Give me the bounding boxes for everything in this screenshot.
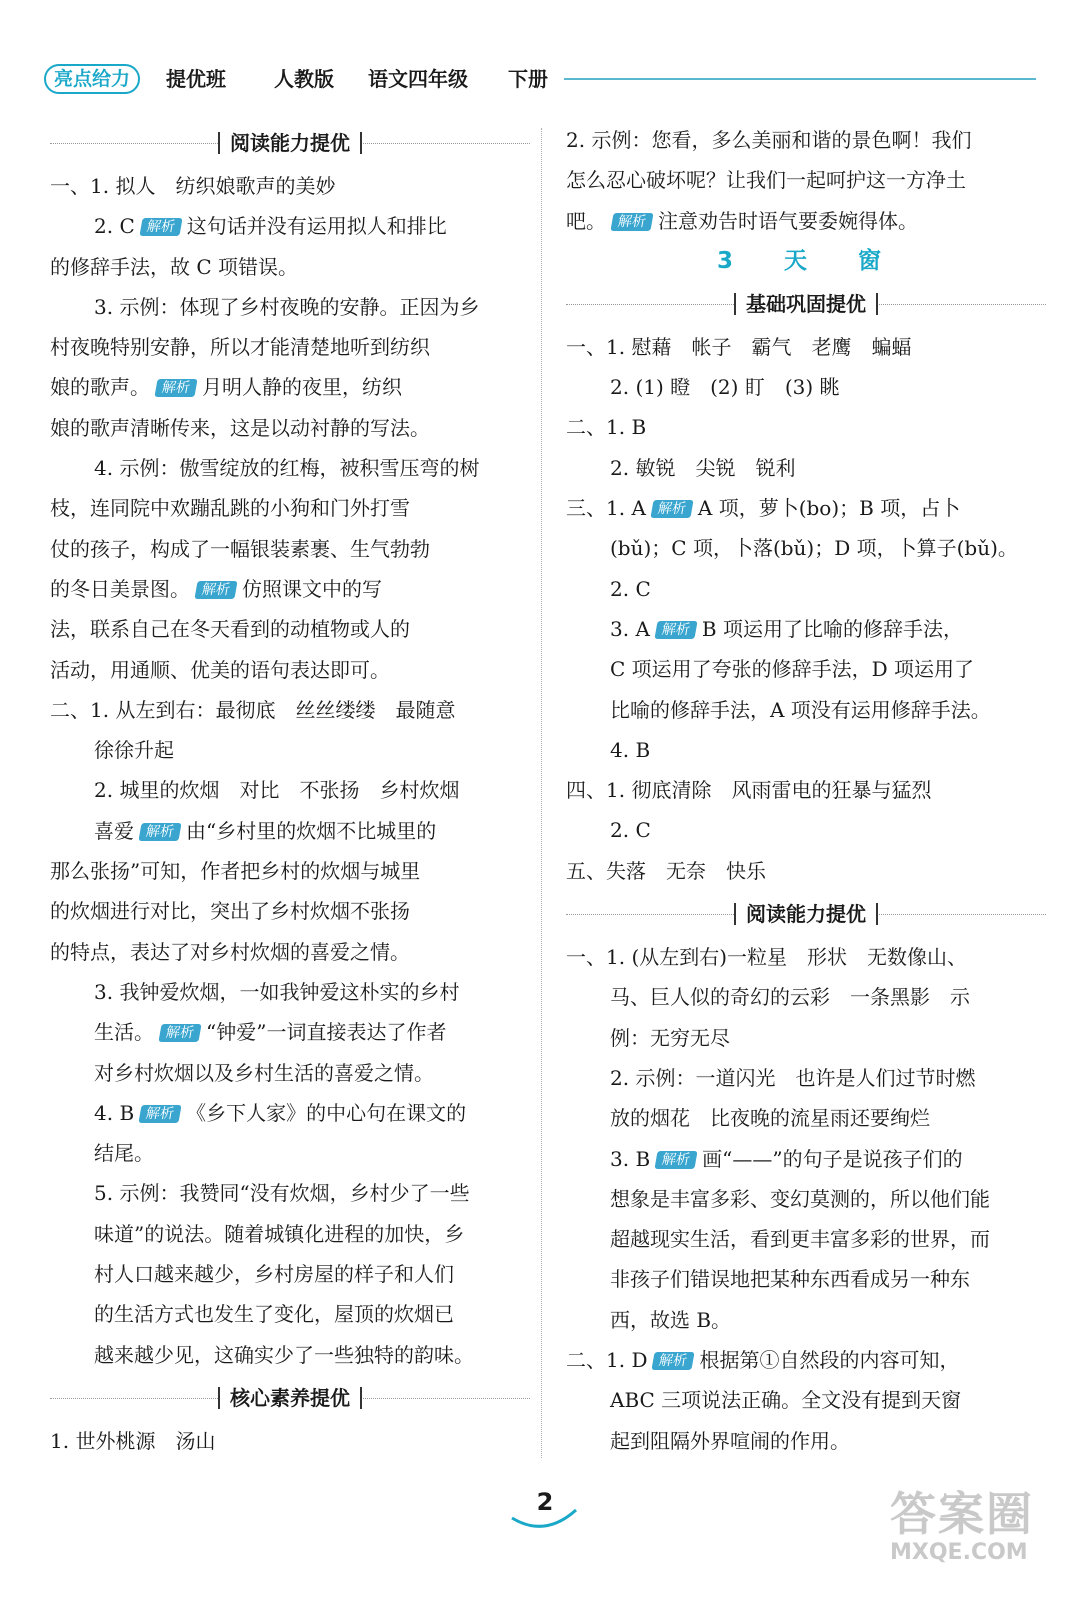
answer-line: 法，联系自己在冬天看到的动植物或人的	[50, 617, 410, 642]
answer-line: 娘的歌声清晰传来，这是以动衬静的写法。	[50, 415, 430, 440]
answer-line: 三、1. A 解析 A 项，萝卜(bo)；B 项，占卜	[566, 496, 961, 521]
page-number: 2	[510, 1488, 580, 1532]
section-title: 基础巩固提优	[566, 281, 1046, 327]
section-title: 阅读能力提优	[566, 891, 1046, 937]
answer-line: 2. (1) 瞪 (2) 盯 (3) 眺	[610, 375, 840, 400]
analysis-tag: 解析	[139, 1105, 182, 1123]
answer-line: 的修辞手法，故 C 项错误。	[50, 254, 299, 279]
answer-line: 4. 示例：傲雪绽放的红梅，被积雪压弯的树	[94, 456, 480, 481]
brand-logo: 亮点给力	[44, 64, 140, 94]
answer-line: 吧。 解析 注意劝告时语气要委婉得体。	[566, 208, 918, 233]
answer-line: 味道”的说法。随着城镇化进程的加快，乡	[94, 1221, 465, 1246]
answer-line: 的炊烟进行对比，突出了乡村炊烟不张扬	[50, 899, 410, 924]
volume-label: 下册	[508, 67, 548, 91]
answer-line: 马、巨人似的奇幻的云彩 一条黑影 示	[610, 985, 970, 1010]
answer-line: 那么张扬”可知，作者把乡村的炊烟与城里	[50, 859, 421, 884]
answer-line: 生活。 解析 “钟爱”一词直接表达了作者	[94, 1020, 447, 1045]
column-divider	[541, 128, 542, 1458]
analysis-tag: 解析	[138, 823, 181, 841]
answer-line: 二、1. 从左到右：最彻底 丝丝缕缕 最随意	[50, 697, 456, 722]
series-title: 提优班	[166, 67, 226, 91]
answer-line: 放的烟花 比夜晚的流星雨还要绚烂	[610, 1106, 930, 1131]
answer-line: 仗的孩子，构成了一幅银装素裹、生气勃勃	[50, 536, 430, 561]
section-title: 阅读能力提优	[50, 120, 530, 166]
answer-line: 1. 世外桃源 汤山	[50, 1428, 216, 1453]
page-header	[44, 62, 1044, 98]
answer-line: 一、1. 拟人 纺织娘歌声的美妙	[50, 174, 336, 198]
answer-line: 村人口越来越少，乡村房屋的样子和人们	[94, 1262, 454, 1287]
edition-label: 人教版	[274, 67, 334, 91]
analysis-tag: 解析	[194, 581, 237, 599]
watermark: 答案圈 MXQE.COM	[890, 1487, 1034, 1565]
answer-line: 非孩子们错误地把某种东西看成另一种东	[610, 1267, 970, 1292]
answer-line: 越来越少见，这确实少了一些独特的韵味。	[94, 1342, 474, 1367]
answer-line: 2. 示例：一道闪光 也许是人们过节时燃	[610, 1065, 976, 1090]
analysis-tag: 解析	[610, 213, 653, 231]
answer-line: 娘的歌声。 解析 月明人静的夜里，纺织	[50, 375, 402, 400]
answer-line: 村夜晚特别安静，所以才能清楚地听到纺织	[50, 335, 430, 360]
answer-line: 对乡村炊烟以及乡村生活的喜爱之情。	[94, 1060, 434, 1085]
answer-line: 西，故选 B。	[610, 1307, 732, 1332]
answer-line: 2. C	[610, 818, 651, 843]
answer-line: 4. B	[610, 737, 651, 762]
answer-line: 4. B 解析 《乡下人家》的中心句在课文的	[94, 1100, 467, 1125]
section-title: 核心素养提优	[50, 1375, 530, 1421]
answer-line: 2. C 解析 这句话并没有运用拟人和排比	[94, 214, 447, 239]
left-column	[50, 120, 530, 1461]
subject-label: 语文四年级	[368, 67, 468, 91]
analysis-tag: 解析	[158, 1024, 201, 1042]
header-rule	[564, 78, 1036, 80]
answer-line: C 项运用了夸张的修辞手法，D 项运用了	[610, 657, 975, 682]
answer-line: 四、1. 彻底清除 风雨雷电的狂暴与猛烈	[566, 778, 932, 803]
analysis-tag: 解析	[650, 500, 693, 518]
answer-line: 五、失落 无奈 快乐	[566, 858, 766, 883]
answer-line: 3. 示例：体现了乡村夜晚的安静。正因为乡	[94, 294, 480, 319]
analysis-tag: 解析	[654, 621, 697, 639]
answer-line: 二、1. B	[566, 415, 647, 440]
answer-line: 结尾。	[94, 1141, 154, 1166]
analysis-tag: 解析	[655, 1151, 698, 1169]
answer-line: 3. B 解析 画“——”的句子是说孩子们的	[610, 1146, 963, 1171]
answer-line: 二、1. D 解析 根据第①自然段的内容可知，	[566, 1348, 960, 1373]
answer-line: 一、1. (从左到右)一粒星 形状 无数像山、	[566, 945, 968, 970]
answer-line: 活动，用通顺、优美的语句表达即可。	[50, 657, 390, 682]
answer-line: 喜爱 解析 由“乡村里的炊烟不比城里的	[94, 818, 437, 843]
answer-line: 2. C	[610, 576, 651, 601]
answer-line: 2. 示例：您看，多么美丽和谐的景色啊！我们	[566, 128, 972, 152]
answer-line: ABC 三项说法正确。全文没有提到天窗	[610, 1388, 962, 1413]
answer-line: 比喻的修辞手法，A 项没有运用修辞手法。	[610, 697, 991, 722]
answer-line: 的冬日美景图。 解析 仿照课文中的写	[50, 576, 382, 601]
answer-line: 3. 我钟爱炊烟，一如我钟爱这朴实的乡村	[94, 979, 460, 1004]
answer-line: 怎么忍心破坏呢？让我们一起呵护这一方净土	[566, 168, 966, 193]
page-swoosh-icon	[510, 1508, 580, 1532]
lesson-title: 3 天 窗	[716, 247, 895, 274]
analysis-tag: 解析	[652, 1352, 695, 1370]
answer-line: 的特点，表达了对乡村炊烟的喜爱之情。	[50, 939, 410, 964]
answer-line: 2. 城里的炊烟 对比 不张扬 乡村炊烟	[94, 778, 460, 803]
answer-line: 5. 示例：我赞同“没有炊烟，乡村少了一些	[94, 1181, 470, 1206]
answer-line: 2. 敏锐 尖锐 锐利	[610, 455, 796, 480]
answer-line: 超越现实生活，看到更丰富多彩的世界，而	[610, 1227, 990, 1252]
answer-line: 一、1. 慰藉 帐子 霸气 老鹰 蝙蝠	[566, 334, 912, 359]
analysis-tag: 解析	[139, 218, 182, 236]
answer-line: 徐徐升起	[94, 738, 174, 763]
answer-line: (bǔ)；C 项，卜落(bǔ)；D 项，卜算子(bǔ)。	[610, 536, 1018, 561]
answer-line: 起到阻隔外界喧闹的作用。	[610, 1428, 850, 1453]
analysis-tag: 解析	[154, 379, 197, 397]
answer-line: 的生活方式也发生了变化，屋顶的炊烟已	[94, 1302, 454, 1327]
answer-line: 想象是丰富多彩、变幻莫测的，所以他们能	[610, 1186, 990, 1211]
answer-line: 枝，连同院中欢蹦乱跳的小狗和门外打雪	[50, 496, 410, 521]
answer-line: 3. A 解析 B 项运用了比喻的修辞手法，	[610, 616, 963, 641]
answer-line: 例：无穷无尽	[610, 1025, 730, 1050]
right-column	[566, 120, 1046, 1461]
